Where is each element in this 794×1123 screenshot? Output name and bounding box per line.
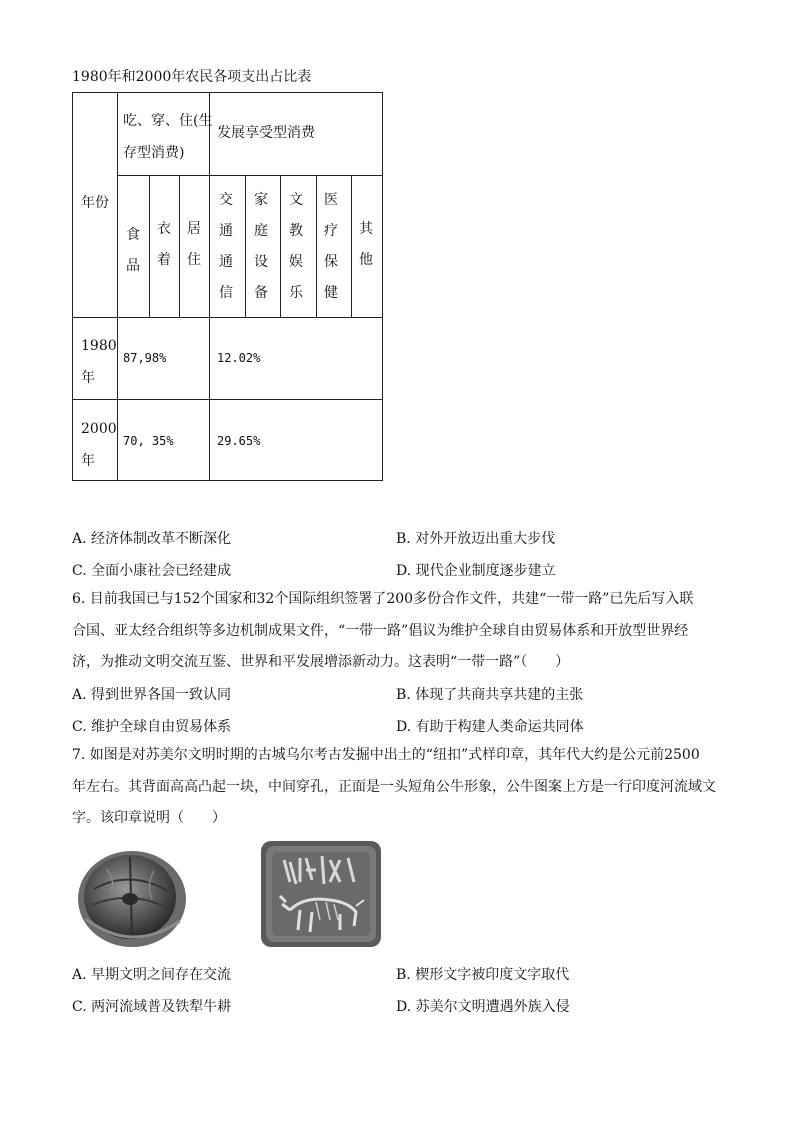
- sub-transport-4: 信: [219, 285, 233, 301]
- q5-option-b[interactable]: B. 对外开放迈出重大步伐: [396, 531, 556, 547]
- q5-option-a[interactable]: A. 经济体制改革不断深化: [72, 531, 232, 547]
- q6-option-b[interactable]: B. 体现了共商共享共建的主张: [396, 687, 584, 703]
- q6-stem-line2: 合国、亚太经合组织等多边机制成果文件，“一带一路”倡议为维护全球自由贸易体系和开放型世界经: [72, 622, 689, 639]
- subsistence-header-line2: 存型消费): [123, 145, 185, 161]
- q7-stem-line3: 字。该印章说明（ ）: [72, 810, 226, 826]
- sub-food-1: 食: [126, 227, 140, 243]
- sub-housing-1: 居: [187, 221, 201, 237]
- sub-food-2: 品: [126, 258, 140, 274]
- sub-medical-3: 保: [324, 254, 338, 270]
- q5-option-c[interactable]: C. 全面小康社会已经建成: [72, 563, 232, 579]
- table-caption: 1980年和2000年农民各项支出占比表: [72, 69, 312, 85]
- row-2000-subsistence: 70, 35%: [123, 434, 174, 448]
- sub-education-3: 娱: [289, 254, 303, 270]
- q6-option-c[interactable]: C. 维护全球自由贸易体系: [72, 719, 232, 735]
- seal-back-image: [76, 849, 188, 949]
- sub-clothing-2: 着: [157, 252, 171, 268]
- q6-stem-line3: 济，为推动文明交流互鉴、世界和平发展增添新动力。这表明“一带一路”（ ）: [72, 654, 570, 670]
- row-1980-development: 12.02%: [217, 351, 261, 365]
- sub-medical-1: 医: [324, 192, 338, 208]
- sub-household-3: 设: [254, 254, 268, 270]
- seal-front-image: [260, 840, 382, 948]
- sub-other-1: 其: [359, 221, 373, 237]
- row-1980-year: 1980: [81, 338, 117, 354]
- q7-stem-line2: 年左右。其背面高高凸起一块，中间穿孔，正面是一头短角公牛形象，公牛图案上方是一行印度河流域文: [72, 778, 716, 795]
- row-2000-development: 29.65%: [217, 434, 261, 448]
- q6-stem: [72, 584, 722, 679]
- q7-stem-line1: 7. 如图是对苏美尔文明时期的古城乌尔考古发掘中出土的“纽扣”式样印章，其年代大约是公元前2500: [72, 747, 700, 763]
- sub-education-4: 乐: [289, 285, 303, 301]
- q5-option-d[interactable]: D. 现代企业制度逐步建立: [396, 563, 556, 579]
- sub-household-2: 庭: [254, 223, 268, 239]
- expenditure-table: [72, 92, 383, 481]
- sub-education-1: 文: [289, 192, 303, 208]
- sub-medical-4: 健: [324, 285, 338, 301]
- sub-transport-3: 通: [219, 254, 233, 270]
- development-header: 发展享受型消费: [217, 125, 315, 141]
- sub-household-1: 家: [254, 192, 268, 208]
- year-header: 年份: [81, 195, 109, 211]
- row-1980-year-suffix: 年: [81, 370, 95, 386]
- sub-household-4: 备: [254, 285, 268, 301]
- subsistence-header-line1: 吃、穿、住(生: [123, 113, 213, 129]
- sub-education-2: 教: [289, 223, 303, 239]
- sub-transport-1: 交: [219, 192, 233, 208]
- row-2000-year: 2000: [81, 421, 117, 437]
- sub-clothing-1: 衣: [157, 221, 171, 237]
- q6-option-a[interactable]: A. 得到世界各国一致认同: [72, 687, 232, 703]
- q7-option-c[interactable]: C. 两河流域普及铁犁牛耕: [72, 999, 232, 1015]
- q7-option-a[interactable]: A. 早期文明之间存在交流: [72, 967, 232, 983]
- q6-stem-line1: 6. 目前我国已与152个国家和32个国际组织签署了200多份合作文件，共建“一带一路”已先后写入联: [72, 591, 694, 607]
- sub-medical-2: 疗: [324, 223, 338, 239]
- row-2000-year-suffix: 年: [81, 453, 95, 469]
- row-1980-subsistence: 87,98%: [123, 351, 167, 365]
- q6-option-d[interactable]: D. 有助于构建人类命运共同体: [396, 719, 584, 735]
- sub-other-2: 他: [359, 252, 373, 268]
- sub-transport-2: 通: [219, 223, 233, 239]
- q7-option-b[interactable]: B. 楔形文字被印度文字取代: [396, 967, 570, 983]
- q7-option-d[interactable]: D. 苏美尔文明遭遇外族入侵: [396, 999, 570, 1015]
- sub-housing-2: 住: [187, 252, 201, 268]
- q7-stem: [72, 740, 722, 835]
